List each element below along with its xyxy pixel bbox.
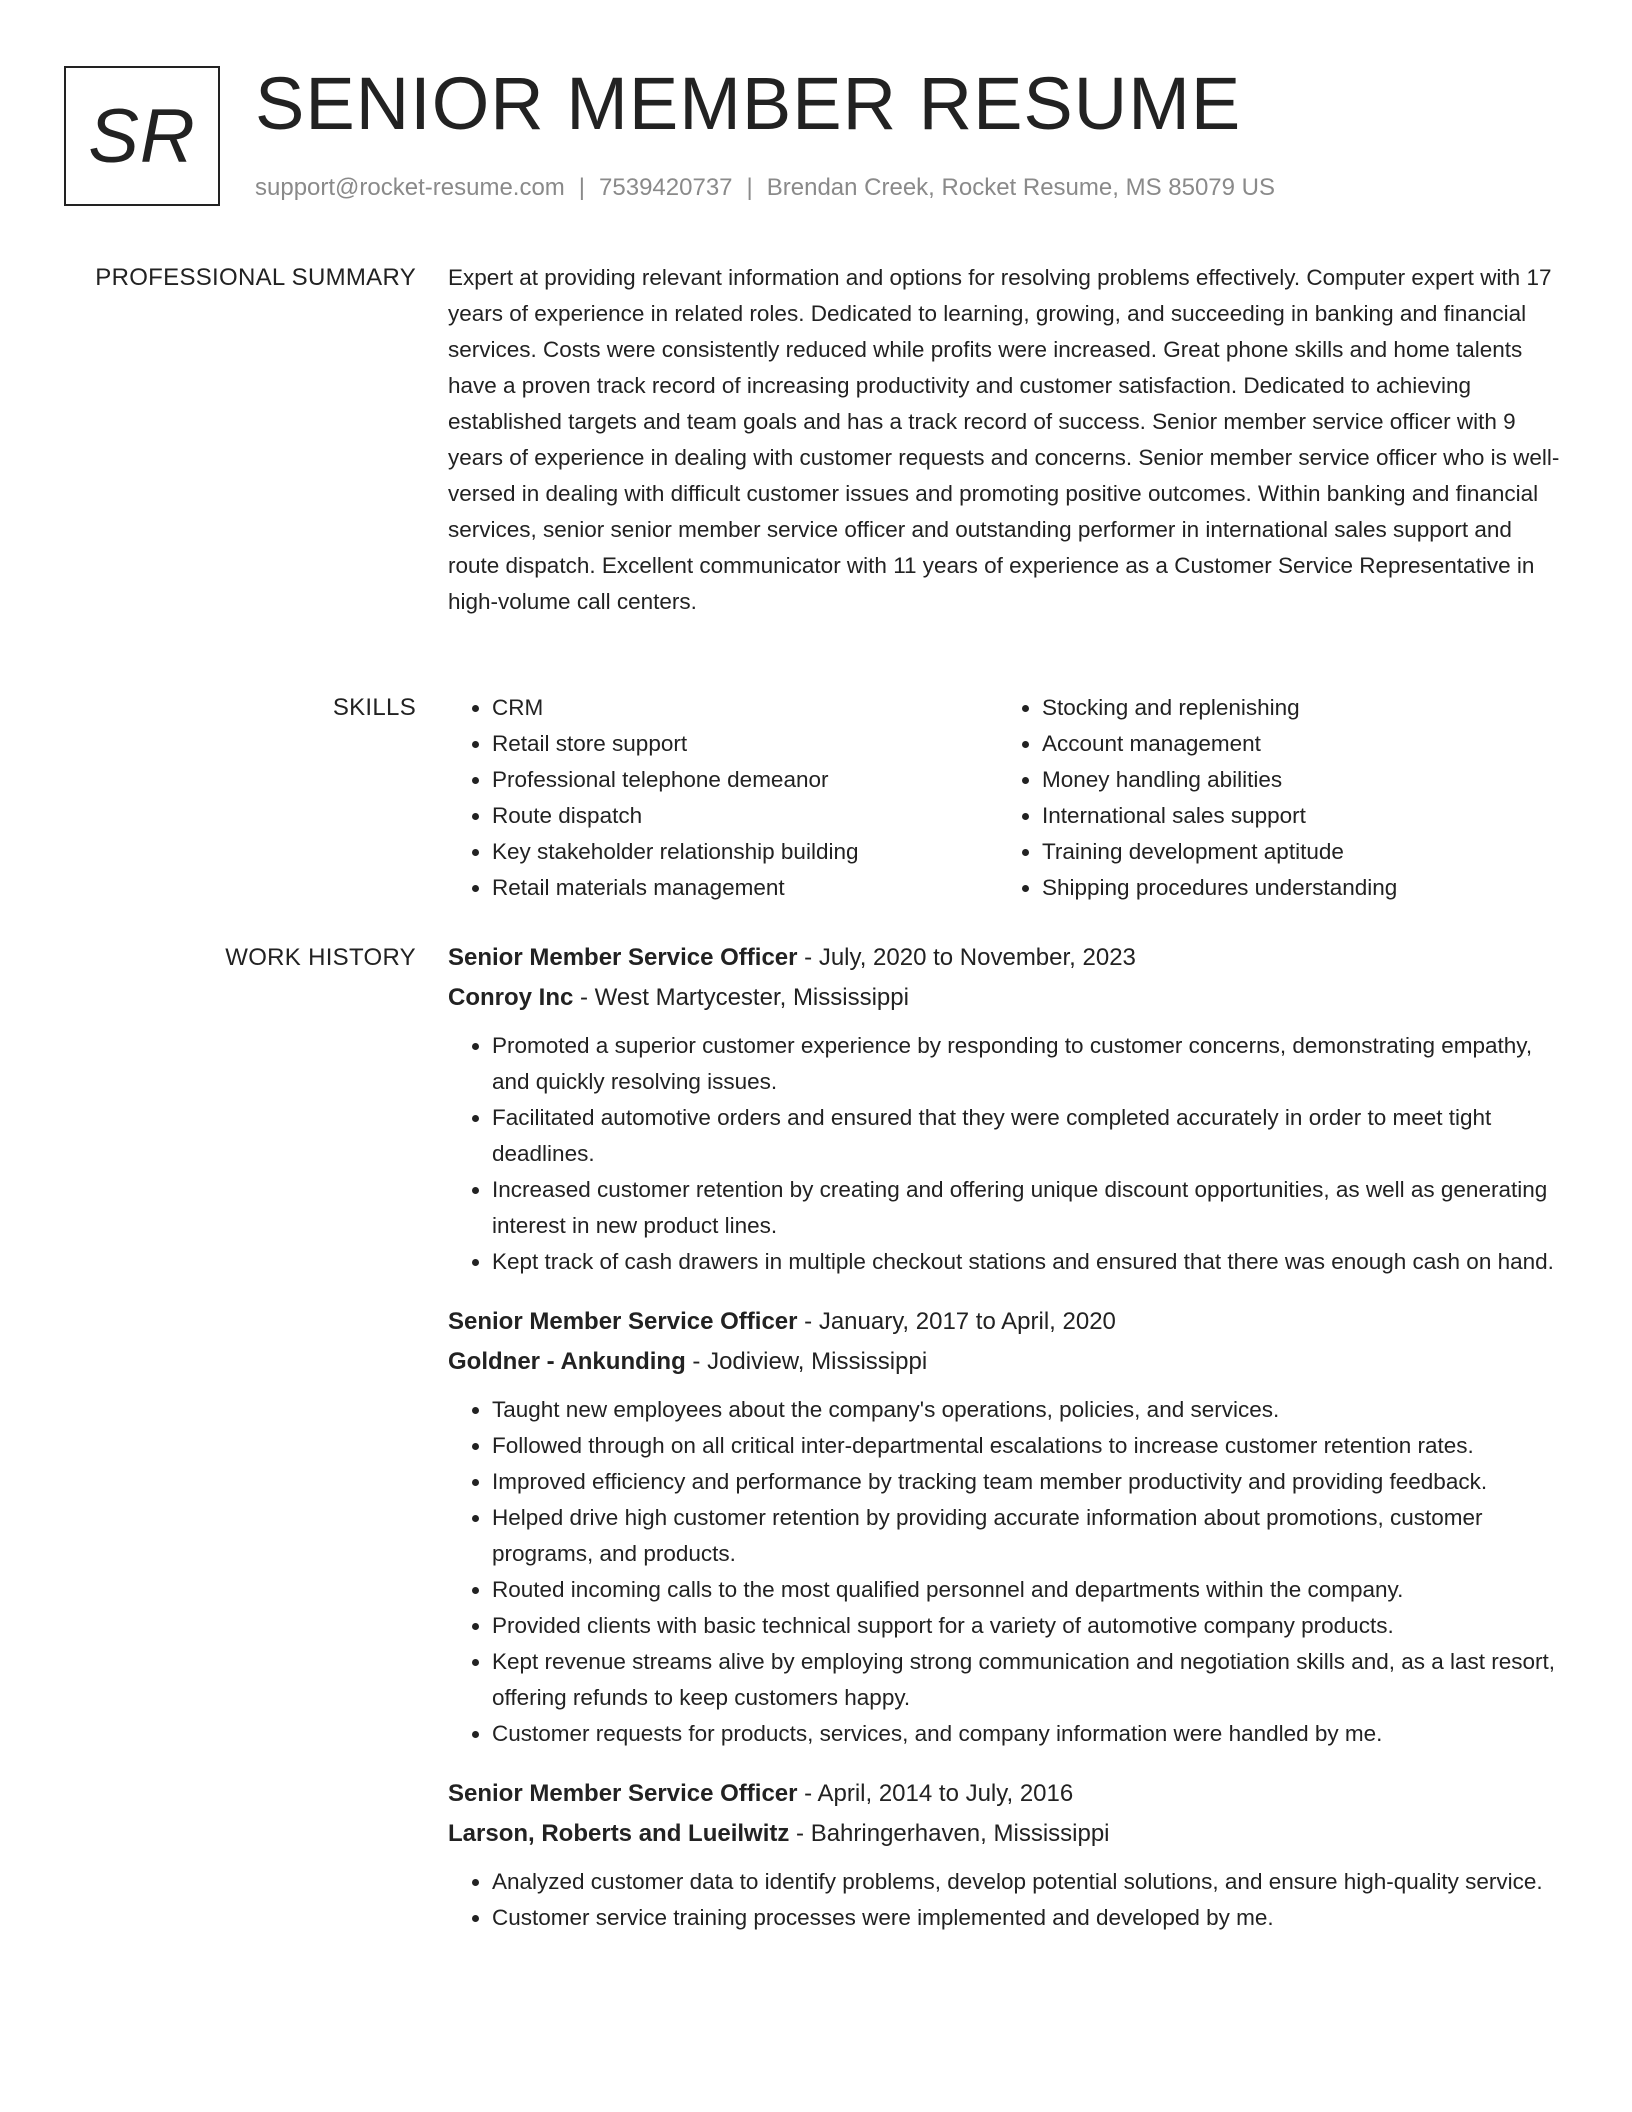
resume-header (64, 62, 1564, 210)
summary-heading: PROFESSIONAL SUMMARY (95, 264, 416, 291)
job-company-line (448, 1342, 1568, 1382)
contact-email: support@rocket-resume.com (255, 174, 565, 201)
job-company-line (448, 1814, 1568, 1854)
job-company-line (448, 978, 1568, 1018)
job-bullet: • Customer service training processes were implemented and developed by me. (492, 1900, 1568, 1936)
job-title-line (448, 938, 1568, 978)
job-bullet: • Analyzed customer data to identify problems, develop potential solutions, and ensure high-quality service. (492, 1864, 1568, 1900)
skill-item: • Key stakeholder relationship building (492, 834, 998, 870)
job-bullet: • Taught new employees about the company's operations, policies, and services. (492, 1392, 1568, 1428)
summary-text: Expert at providing relevant information and options for resolving problems effectively. Computer expert with 17 years of experience in related roles. Dedicated to learning, growing, and succeeding in banking and financial services. Costs were consistently reduced while profits were increased. Great phone skills and home talents have a proven track record of increasing productivity and customer satisfaction. Dedicated to achieving established targets and team goals and has a track record of success. Senior member service officer with 9 years of experience in dealing with customer requests and concerns. Senior member service officer who is well-versed in dealing with difficult customer issues and promoting positive outcomes. Within banking and financial services, senior senior member service officer and outstanding performer in international sales support and route dispatch. Excellent communicator with 11 years of experience as a Customer Service Representative in high-volume call centers. (448, 265, 1560, 614)
skill-item: • Training development aptitude (1042, 834, 1548, 870)
skill-item: • CRM (492, 690, 998, 726)
job-entry (448, 1302, 1568, 1752)
job-bullet: • Kept track of cash drawers in multiple checkout stations and ensured that there was enough cash on hand. (492, 1244, 1568, 1280)
skill-item: • Account management (1042, 726, 1548, 762)
job-entry (448, 1774, 1568, 1936)
skill-item: • Retail materials management (492, 870, 998, 906)
contact-line (255, 174, 1275, 202)
skill-item: • Money handling abilities (1042, 762, 1548, 798)
job-bullet: • Kept revenue streams alive by employing strong communication and negotiation skills and, as a last resort, offering refunds to keep customers happy. (492, 1644, 1568, 1716)
job-bullet: • Promoted a superior customer experience by responding to customer concerns, demonstrating empathy, and quickly resolving issues. (492, 1028, 1568, 1100)
job-company: Goldner - Ankunding (448, 1348, 686, 1375)
contact-phone: 7539420737 (599, 174, 733, 201)
job-bullets (448, 1028, 1568, 1280)
skill-item: • Professional telephone demeanor (492, 762, 998, 798)
skill-item: • Stocking and replenishing (1042, 690, 1548, 726)
job-bullet: • Provided clients with basic technical support for a variety of automotive company products. (492, 1608, 1568, 1644)
skill-item: • Retail store support (492, 726, 998, 762)
skill-item: • Route dispatch (492, 798, 998, 834)
skills-body (448, 690, 1568, 906)
work-history-heading: WORK HISTORY (225, 944, 416, 971)
contact-address: Brendan Creek, Rocket Resume, MS 85079 US (766, 174, 1275, 201)
job-location: - West Martycester, Mississippi (573, 984, 909, 1011)
job-title: Senior Member Service Officer (448, 944, 798, 971)
skills-list-left (448, 690, 998, 906)
job-location: - Jodiview, Mississippi (685, 1348, 928, 1375)
page-title: SENIOR MEMBER RESUME (255, 62, 1242, 145)
job-bullet: • Followed through on all critical inter-departmental escalations to increase customer retention rates. (492, 1428, 1568, 1464)
skill-item: • International sales support (1042, 798, 1548, 834)
job-dates: - April, 2014 to July, 2016 (797, 1780, 1074, 1807)
job-bullet: • Increased customer retention by creating and offering unique discount opportunities, as well as generating interest in new product lines. (492, 1172, 1568, 1244)
job-company: Conroy Inc (448, 984, 574, 1011)
job-dates: - July, 2020 to November, 2023 (797, 944, 1136, 971)
job-dates: - January, 2017 to April, 2020 (797, 1308, 1116, 1335)
job-bullet: • Routed incoming calls to the most qualified personnel and departments within the company. (492, 1572, 1568, 1608)
job-location: - Bahringerhaven, Mississippi (789, 1820, 1110, 1847)
skills-list-right (998, 690, 1548, 906)
job-bullets (448, 1392, 1568, 1752)
contact-separator: | (578, 174, 586, 201)
contact-separator: | (746, 174, 753, 201)
job-bullet: • Helped drive high customer retention by providing accurate information about promotions, customer programs, and products. (492, 1500, 1568, 1572)
job-bullet: • Customer requests for products, services, and company information were handled by me. (492, 1716, 1568, 1752)
job-company: Larson, Roberts and Lueilwitz (448, 1820, 790, 1847)
skill-item: • Shipping procedures understanding (1042, 870, 1548, 906)
monogram-logo: SR (64, 66, 220, 206)
job-entry (448, 938, 1568, 1280)
job-bullet: • Improved efficiency and performance by tracking team member productivity and providing feedback. (492, 1464, 1568, 1500)
job-title: Senior Member Service Officer (448, 1780, 798, 1807)
job-title-line (448, 1774, 1568, 1814)
job-title-line (448, 1302, 1568, 1342)
job-title: Senior Member Service Officer (448, 1308, 798, 1335)
work-history-body (448, 938, 1568, 1958)
skills-heading: SKILLS (332, 694, 416, 721)
job-bullet: • Facilitated automotive orders and ensured that they were completed accurately in order to meet tight deadlines. (492, 1100, 1568, 1172)
job-bullets (448, 1864, 1568, 1936)
